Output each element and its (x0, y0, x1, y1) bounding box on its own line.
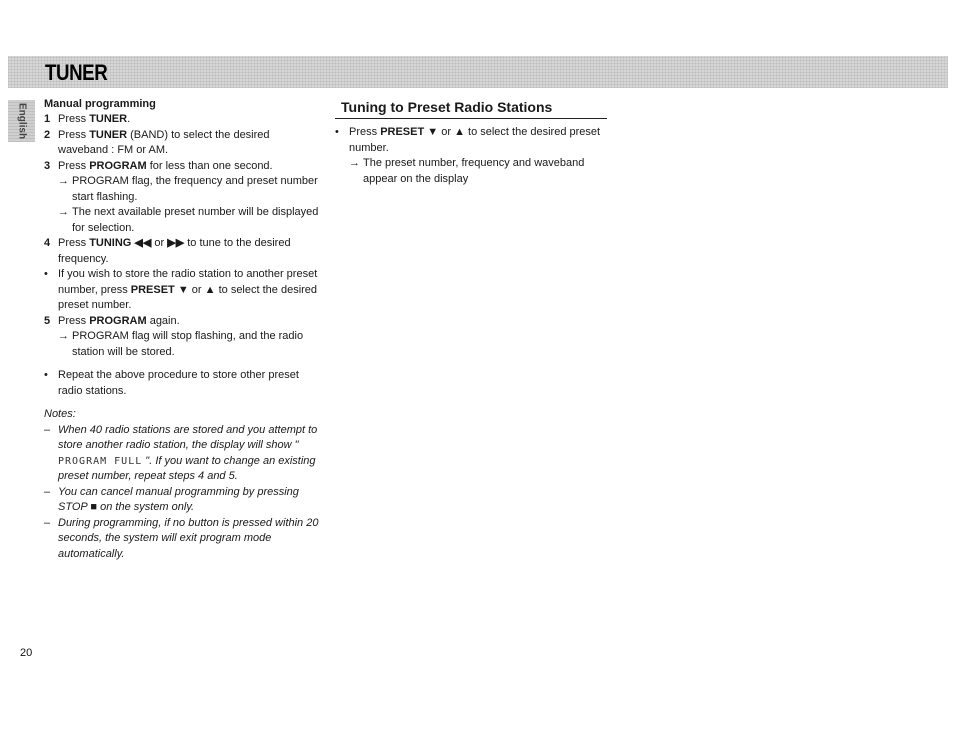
bullet-text-post: to select the desired preset number. (58, 283, 318, 311)
step-text-post: for less than one second. (146, 159, 273, 172)
page-title: TUNER (45, 60, 108, 85)
step-2 (44, 128, 319, 159)
bullet-store-other-preset (44, 267, 319, 314)
step-number: 4 (44, 237, 51, 249)
key-preset: PRESET (380, 126, 425, 138)
fast-forward-icon: ▶▶ (167, 237, 185, 249)
bullet-text (349, 125, 607, 156)
note-text: During programming, if no button is pressed within 20 seconds, the system will exit program mode automatically. (58, 516, 319, 560)
key-program: PROGRAM (89, 159, 147, 172)
left-column (44, 97, 319, 562)
language-tab (8, 100, 35, 142)
up-triangle-icon: ▲ (454, 126, 465, 138)
up-triangle-icon: ▲ (204, 283, 216, 296)
step-3-result-2 (44, 205, 319, 236)
step-1 (44, 112, 319, 128)
step-text-pre: Press (58, 159, 90, 172)
right-column (335, 98, 607, 187)
preset-result-1 (335, 156, 607, 187)
bullet-icon: • (335, 126, 339, 138)
arrow-icon: → (58, 206, 69, 218)
step-3-result-1 (44, 174, 319, 205)
bullet-text-post: to select the desired preset number. (349, 126, 601, 154)
down-triangle-icon: ▼ (174, 283, 189, 296)
header-band (8, 56, 948, 88)
note-text (58, 485, 319, 516)
step-5-result-1 (44, 329, 319, 360)
result-text: PROGRAM flag, the frequency and preset number start flashing. (72, 175, 318, 203)
step-text (58, 314, 319, 330)
bullet-text (58, 267, 319, 314)
bullet-icon: • (44, 268, 48, 280)
note-text-post: ". If you want to change an existing preset number, repeat steps 4 and 5. (58, 454, 316, 482)
step-text-pre: Press (58, 314, 90, 327)
dash-icon: – (44, 516, 51, 529)
key-preset: PRESET (130, 283, 175, 296)
step-number: 1 (44, 113, 51, 125)
step-text-post: (BAND) to select the desired waveband : FM or AM. (58, 128, 270, 156)
key-tuner: TUNER (89, 113, 128, 125)
language-tab-label: English (16, 102, 27, 140)
dash-icon: – (44, 423, 51, 436)
step-text-pre: Press (58, 113, 90, 125)
bullet-text-mid: or (438, 126, 455, 138)
note-text-pre: When 40 radio stations are stored and you attempt to store another radio station, the display will show " (58, 423, 318, 451)
step-number: 2 (44, 128, 51, 141)
spacer (44, 399, 319, 407)
step-3 (44, 159, 319, 175)
section-title-tuning-preset: Tuning to Preset Radio Stations (335, 98, 607, 119)
step-number: 5 (44, 314, 51, 327)
key-program: PROGRAM (89, 314, 147, 327)
step-text-post: to tune to the desired frequency. (58, 237, 291, 265)
note-2 (44, 485, 319, 516)
step-text (58, 236, 319, 267)
arrow-icon: → (58, 175, 69, 187)
section-title-manual-programming: Manual programming (44, 98, 156, 110)
arrow-icon: → (349, 157, 360, 169)
bullet-press-preset (335, 125, 607, 156)
lcd-display-text: PROGRAM FULL (58, 455, 143, 467)
bullet-text-mid: or (188, 283, 205, 296)
step-text (58, 112, 319, 128)
stop-icon: ■ (90, 501, 98, 513)
key-tuner: TUNER (89, 128, 128, 141)
key-tuning: TUNING (89, 237, 132, 249)
rewind-icon: ◀◀ (131, 237, 152, 249)
bullet-text-pre: If you wish to store the radio station to another preset number, press (58, 268, 318, 296)
spacer (44, 360, 319, 368)
note-text-post: on the system only. (97, 501, 195, 513)
note-3 (44, 516, 319, 563)
step-4 (44, 236, 319, 267)
step-text (58, 159, 319, 175)
step-text-pre: Press (58, 237, 90, 249)
bullet-repeat-procedure (44, 368, 319, 399)
note-text-pre: You can cancel manual programming by pressing STOP (58, 485, 299, 513)
note-text (58, 423, 319, 485)
arrow-icon: → (58, 330, 69, 342)
step-text (58, 128, 319, 159)
step-text-mid: or (151, 237, 168, 249)
result-text: PROGRAM flag will stop flashing, and the radio station will be stored. (72, 330, 304, 358)
step-text-post: again. (146, 314, 180, 327)
step-text-post: . (127, 113, 131, 125)
note-1 (44, 423, 319, 485)
page-number: 20 (20, 647, 33, 659)
result-text: The preset number, frequency and waveband appear on the display (363, 157, 585, 185)
notes-section (44, 407, 319, 562)
result-text: The next available preset number will be displayed for selection. (72, 206, 319, 234)
step-text-pre: Press (58, 128, 90, 141)
bullet-text: Repeat the above procedure to store other preset radio stations. (58, 369, 299, 397)
dash-icon: – (44, 485, 51, 498)
notes-title: Notes: (44, 408, 76, 420)
step-5 (44, 314, 319, 330)
step-number: 3 (44, 159, 51, 172)
bullet-icon: • (44, 369, 48, 381)
bullet-text-pre: Press (349, 126, 381, 138)
down-triangle-icon: ▼ (424, 126, 439, 138)
